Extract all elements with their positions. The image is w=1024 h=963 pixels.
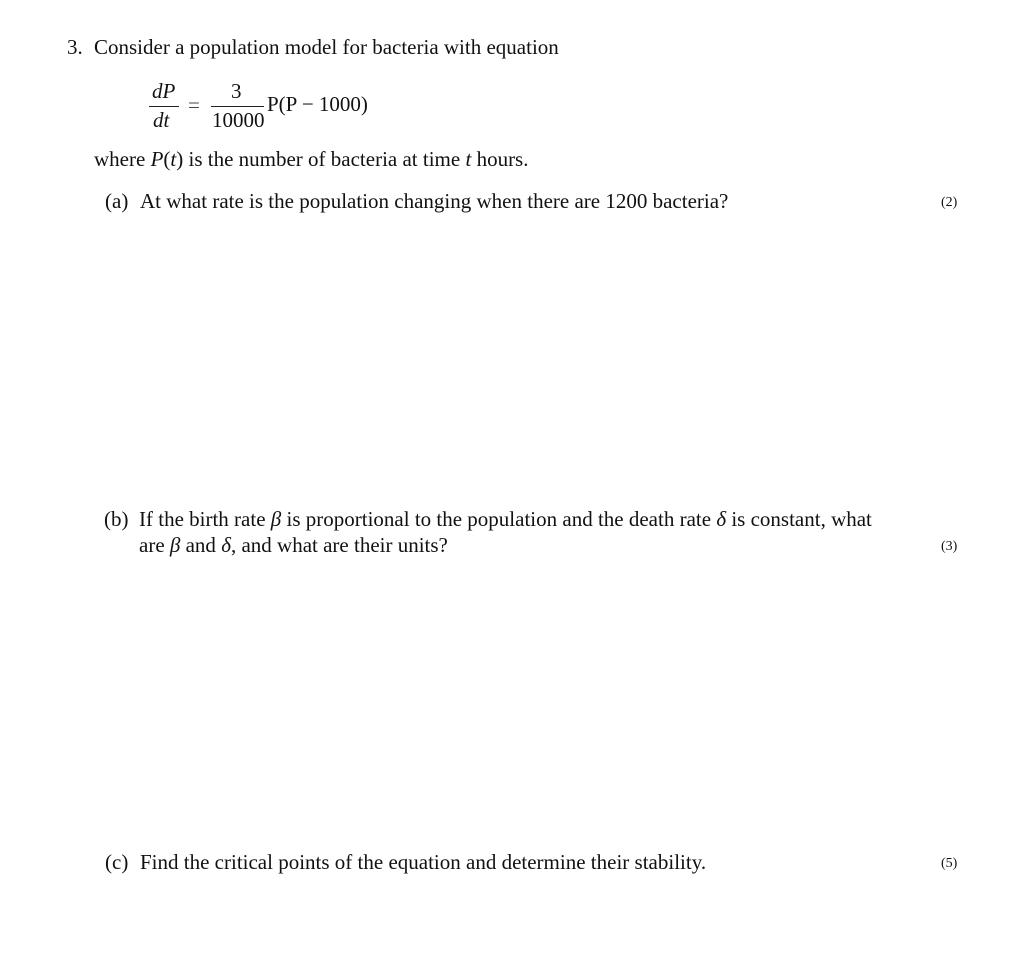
part-b-text-1b: is proportional to the population and the death rate xyxy=(281,507,717,531)
part-a-text: At what rate is the population changing when there are 1200 bacteria? xyxy=(140,189,729,213)
explanation-close-paren: ) xyxy=(176,147,184,171)
eq-rhs-expression: P(P − 1000) xyxy=(267,92,368,116)
eq-equals-sign: = xyxy=(188,93,200,117)
question-intro: Consider a population model for bacteria with equation xyxy=(94,35,559,59)
part-b-text-2c: , and what are their units? xyxy=(230,533,448,557)
part-b-text-2a: are xyxy=(139,533,170,557)
explanation-var-p: P xyxy=(150,147,164,171)
eq-lhs-numerator: dP xyxy=(152,79,176,103)
explanation-post: hours. xyxy=(471,147,529,171)
part-c-text: Find the critical points of the equation and determine their stability. xyxy=(140,850,707,874)
eq-lhs-denominator: dt xyxy=(153,108,170,132)
part-b-label: (b) xyxy=(104,507,129,531)
explanation-pre: where xyxy=(94,147,151,171)
part-c-label: (c) xyxy=(105,850,129,874)
part-b-text-2b: and xyxy=(180,533,222,557)
part-c-marks: (5) xyxy=(941,856,958,871)
eq-rhs-numerator: 3 xyxy=(231,79,242,103)
part-a-marks: (2) xyxy=(941,195,958,210)
beta-symbol: β xyxy=(270,507,282,531)
delta-symbol: δ xyxy=(221,533,231,557)
part-b-line-1 xyxy=(139,506,872,532)
equation-explanation xyxy=(94,146,528,172)
explanation-open-paren: ( xyxy=(163,147,171,171)
explanation-var-t2: t xyxy=(465,147,472,171)
eq-rhs-denominator: 10000 xyxy=(212,108,265,132)
part-b-line-2 xyxy=(139,532,448,558)
part-b-text-1a: If the birth rate xyxy=(139,507,271,531)
part-b-marks: (3) xyxy=(941,539,958,554)
explanation-var-t: t xyxy=(170,147,177,171)
delta-symbol: δ xyxy=(716,507,727,531)
beta-symbol: β xyxy=(169,533,181,557)
part-a-label: (a) xyxy=(105,189,129,213)
explanation-mid: is the number of bacteria at time xyxy=(183,147,466,171)
part-b-text-1c: is constant, what xyxy=(726,507,872,531)
question-number: 3. xyxy=(67,35,83,59)
